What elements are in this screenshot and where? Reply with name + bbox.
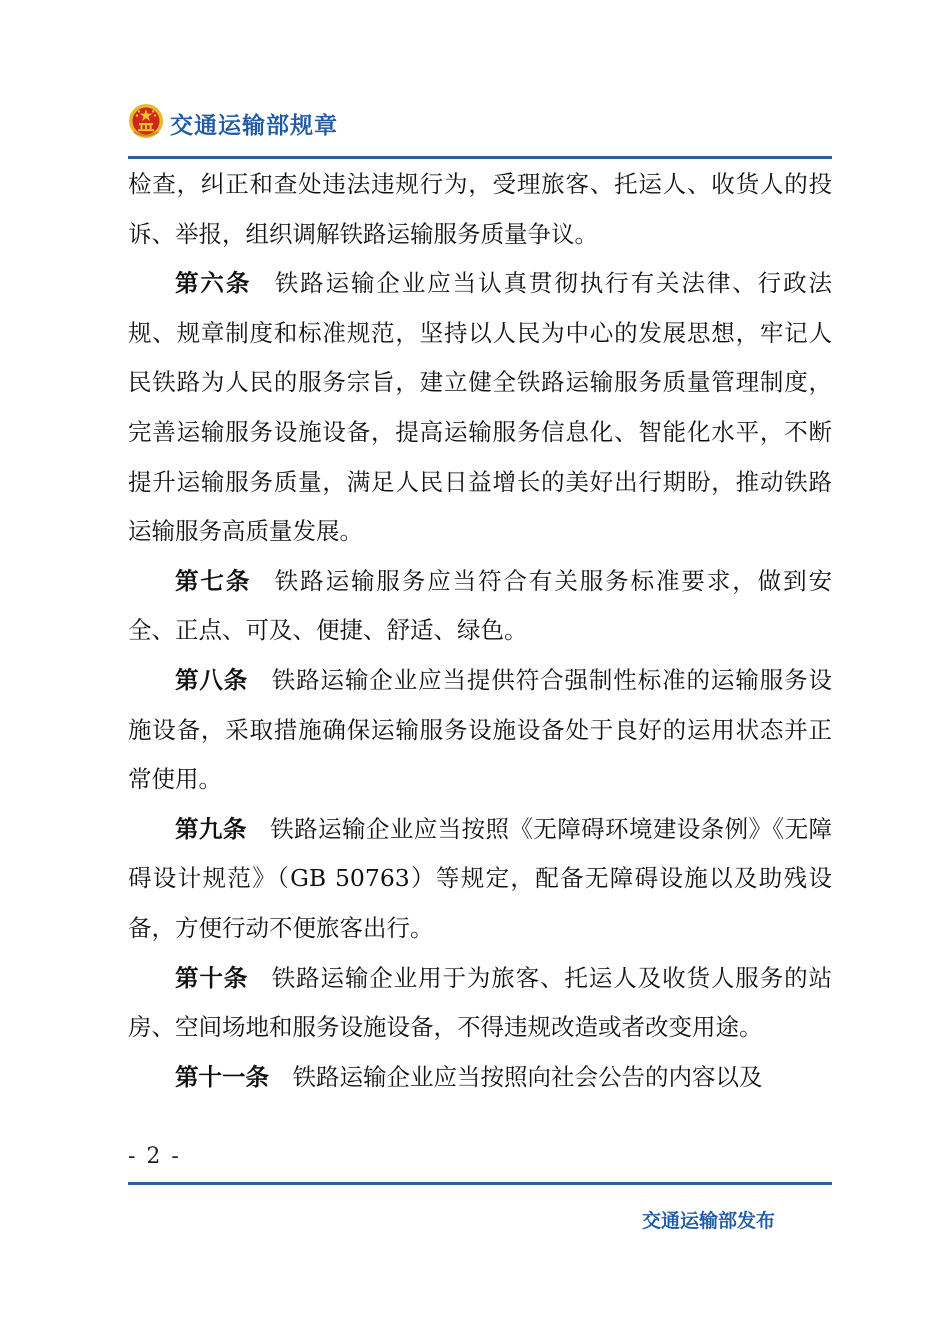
article-number: 第六条	[175, 269, 252, 298]
article-text: 铁路运输企业应当按照《无障碍环境建设条例》《无障碍设计规范》（GB 50763）等规定，配备无障碍设施以及助残设备，方便行动不便旅客出行。	[128, 814, 833, 942]
document-header	[128, 98, 832, 156]
article-text: 铁路运输企业应当按照向社会公告的内容以及	[292, 1062, 763, 1091]
article-9	[128, 805, 832, 954]
article-number: 第八条	[175, 665, 249, 694]
article-6	[128, 259, 832, 557]
page-number: - 2 -	[128, 1144, 181, 1169]
article-number: 第七条	[175, 566, 252, 595]
article-number: 第十条	[175, 963, 249, 992]
article-text: 铁路运输企业应当提供符合强制性标准的运输服务设施设备，采取措施确保运输服务设施设备处于良好的运用状态并正常使用。	[128, 665, 833, 794]
article-11	[128, 1053, 832, 1103]
footer-divider	[128, 1182, 832, 1185]
continuation-paragraph: 检查，纠正和查处违法违规行为，受理旅客、托运人、收货人的投诉、举报，组织调解铁路运输服务质量争议。	[128, 170, 832, 248]
article-text: 铁路运输企业用于为旅客、托运人及收货人服务的站房、空间场地和服务设施设备，不得违规改造或者改变用途。	[128, 963, 833, 1042]
article-number: 第九条	[175, 814, 247, 843]
article-10	[128, 954, 832, 1053]
article-text: 铁路运输企业应当认真贯彻执行有关法律、行政法规、规章制度和标准规范，坚持以人民为中心的发展思想，牢记人民铁路为人民的服务宗旨，建立健全铁路运输服务质量管理制度，完善运输服务设施设备，提高运输服务信息化、智能化水平，不断提升运输服务质量，满足人民日益增长的美好出行期盼，推动铁路运输服务高质量发展。	[128, 269, 832, 546]
article-7	[128, 557, 832, 656]
article-8	[128, 656, 832, 805]
header-divider	[128, 156, 832, 159]
article-number: 第十一条	[175, 1062, 269, 1091]
national-emblem-icon	[128, 102, 164, 140]
footer-publisher: 交通运输部发布	[641, 1210, 775, 1232]
article-text: 铁路运输服务应当符合有关服务标准要求，做到安全、正点、可及、便捷、舒适、绿色。	[128, 566, 832, 645]
regulation-body	[128, 160, 832, 1102]
header-title: 交通运输部规章	[170, 113, 338, 139]
